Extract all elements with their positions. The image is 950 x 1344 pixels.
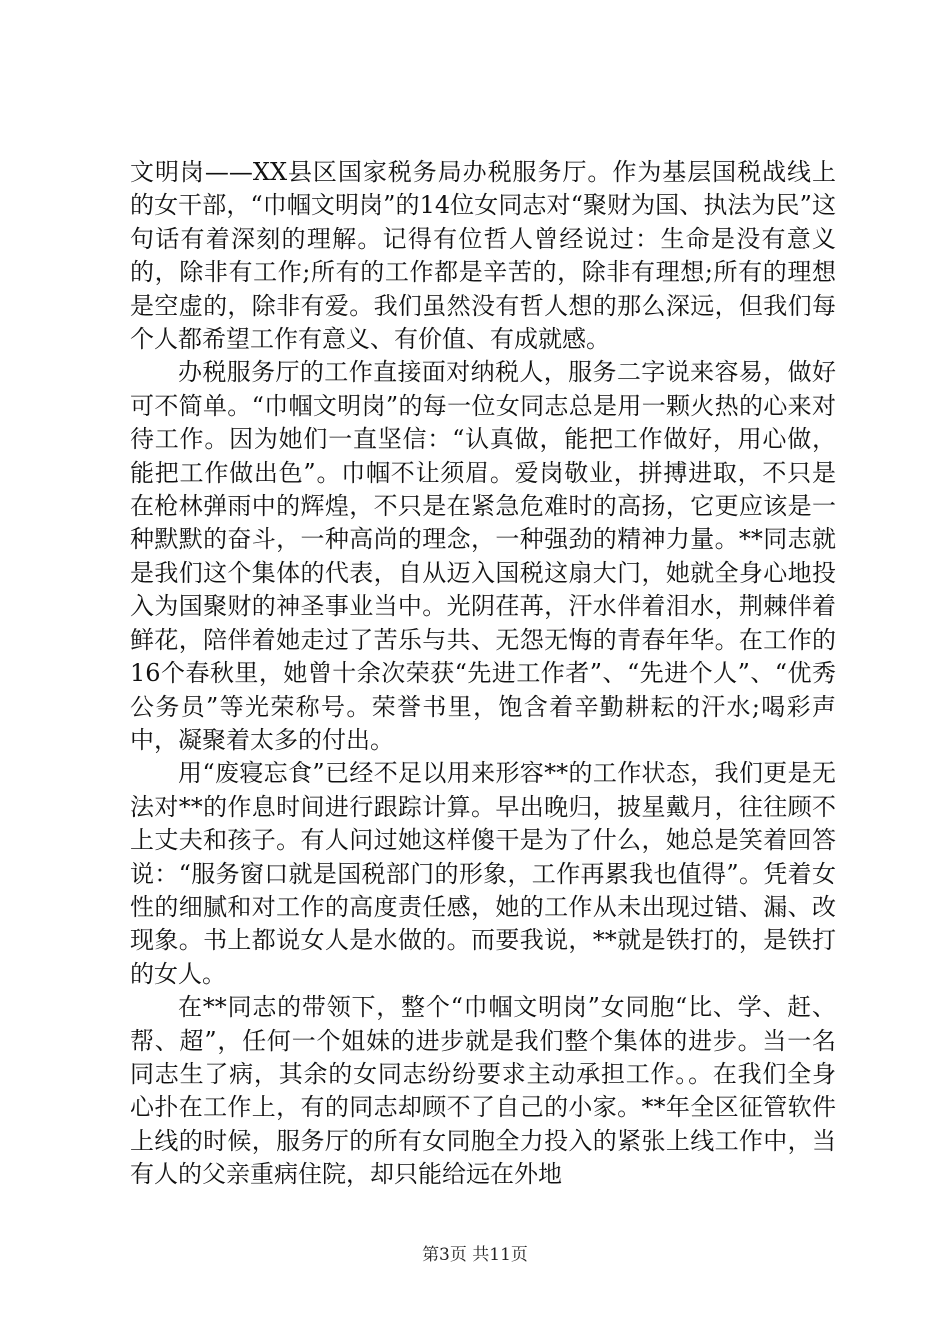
page-footer: 第3页 共11页 bbox=[422, 1245, 528, 1265]
paragraph-4: 在**同志的带领下，整个“巾帼文明岗”女同胞“比、学、赶、帮、超”，任何一个姐妹的进步就是我们整个集体的进步。当一名同志生了病，其余的女同志纷纷要求主动承担工作。。在我们全身心扑在工作上，有的同志却顾不了自己的小家。**年全区征管软件上线的时候，服务厅的所有女同胞全力投入的紧张上线工作中，当有人的父亲重病住院，却只能给远在外地 bbox=[130, 993, 836, 1189]
paragraph-1: 文明岗——XX县区国家税务局办税服务厅。作为基层国税战线上的女干部，“巾帼文明岗”的14位女同志对“聚财为国、执法为民”这句话有着深刻的理解。记得有位哲人曾经说过：生命是没有意义的，除非有工作;所有的工作都是辛苦的，除非有理想;所有的理想是空虚的，除非有爱。我们虽然没有哲人想的那么深远，但我们每个人都希望工作有意义、有价值、有成就感。 bbox=[130, 158, 836, 354]
paragraph-3: 用“废寝忘食”已经不足以用来形容**的工作状态，我们更是无法对**的作息时间进行跟踪计算。早出晚归，披星戴月，往往顾不上丈夫和孩子。有人问过她这样傻干是为了什么，她总是笑着回答说：“服务窗口就是国税部门的形象，工作再累我也值得”。凭着女性的细腻和对工作的高度责任感，她的工作从未出现过错、漏、改现象。书上都说女人是水做的。而要我说，**就是铁打的，是铁打的女人。 bbox=[130, 759, 836, 988]
body-text bbox=[130, 156, 836, 1192]
paragraph-2: 办税服务厅的工作直接面对纳税人，服务二字说来容易，做好可不简单。“巾帼文明岗”的每一位女同志总是用一颗火热的心来对待工作。因为她们一直坚信：“认真做，能把工作做好，用心做，能把工作做出色”。巾帼不让须眉。爱岗敬业，拼搏进取，不只是在枪林弹雨中的辉煌，不只是在紧急危难时的高扬，它更应该是一种默默的奋斗，一种高尚的理念，一种强劲的精神力量。**同志就是我们这个集体的代表，自从迈入国税这扇大门，她就全身心地投入为国聚财的神圣事业当中。光阴荏苒，汗水伴着泪水，荆棘伴着鲜花，陪伴着她走过了苦乐与共、无怨无悔的青春年华。在工作的16个春秋里，她曾十余次荣获“先进工作者”、“先进个人”、“优秀公务员”等光荣称号。荣誉书里，饱含着辛勤耕耘的汗水;喝彩声中，凝聚着太多的付出。 bbox=[130, 358, 836, 754]
